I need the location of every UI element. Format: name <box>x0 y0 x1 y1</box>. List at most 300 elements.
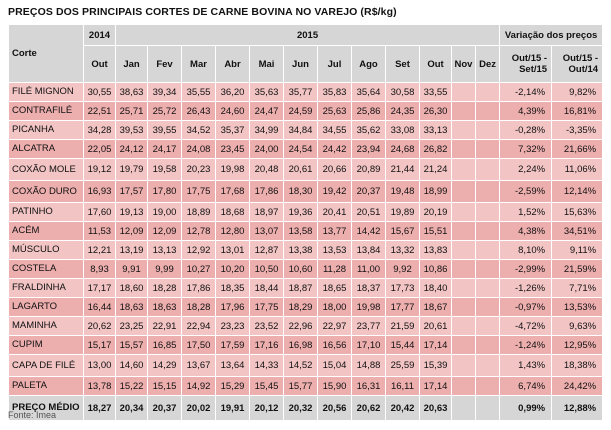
price-cell: 22,96 <box>284 317 318 336</box>
price-cell: 18,35 <box>216 279 250 298</box>
price-cell: 23,77 <box>352 317 386 336</box>
price-cell: 17,77 <box>386 298 420 317</box>
price-cell: 13,77 <box>318 222 352 241</box>
price-cell: 19,00 <box>148 203 182 222</box>
variation-cell: 4,39% <box>500 102 552 121</box>
average-price-cell <box>476 396 500 421</box>
average-price-cell <box>452 396 476 421</box>
price-cell: 9,99 <box>148 260 182 279</box>
price-cell: 17,75 <box>182 181 216 203</box>
cut-name: COXÃO DURO <box>9 181 84 203</box>
price-cell: 24,17 <box>148 140 182 159</box>
price-cell: 15,04 <box>318 355 352 377</box>
price-cell: 24,54 <box>284 140 318 159</box>
cut-name: MÚSCULO <box>9 241 84 260</box>
price-cell <box>476 377 500 396</box>
price-cell <box>452 336 476 355</box>
price-cell: 33,55 <box>420 83 452 102</box>
variation-cell: 2,24% <box>500 159 552 181</box>
price-cell: 12,09 <box>116 222 148 241</box>
price-cell <box>452 279 476 298</box>
price-cell: 17,80 <box>148 181 182 203</box>
month-header: Mar <box>182 46 216 83</box>
price-cell: 19,42 <box>318 181 352 203</box>
price-cell <box>476 298 500 317</box>
price-cell: 18,28 <box>182 298 216 317</box>
month-header: Jan <box>116 46 148 83</box>
month-header: Out <box>420 46 452 83</box>
average-price-label: PREÇO MÉDIO <box>9 396 84 421</box>
average-price-cell: 20,63 <box>420 396 452 421</box>
price-cell: 18,97 <box>250 203 284 222</box>
price-cell: 24,35 <box>386 102 420 121</box>
price-cell <box>476 181 500 203</box>
cut-name: CONTRAFILÉ <box>9 102 84 121</box>
price-cell: 25,72 <box>148 102 182 121</box>
price-cell: 36,20 <box>216 83 250 102</box>
price-cell: 24,47 <box>250 102 284 121</box>
cut-name: MAMINHA <box>9 317 84 336</box>
price-cell: 12,80 <box>216 222 250 241</box>
price-cell: 15,67 <box>386 222 420 241</box>
price-cell: 9,92 <box>386 260 420 279</box>
price-cell: 17,68 <box>216 181 250 203</box>
price-cell: 20,61 <box>420 317 452 336</box>
price-cell: 18,29 <box>284 298 318 317</box>
average-variation-cell: 12,88% <box>552 396 603 421</box>
price-cell: 19,13 <box>116 203 148 222</box>
table-row <box>9 355 603 377</box>
month-header: Mai <box>250 46 284 83</box>
price-cell: 13,13 <box>148 241 182 260</box>
variation-cell: 11,06% <box>552 159 603 181</box>
price-cell: 25,86 <box>352 102 386 121</box>
variation-cell: 1,43% <box>500 355 552 377</box>
price-cell: 17,86 <box>250 181 284 203</box>
price-cell: 13,00 <box>84 355 116 377</box>
price-cell: 18,65 <box>318 279 352 298</box>
price-cell: 35,63 <box>250 83 284 102</box>
cut-name: ACÉM <box>9 222 84 241</box>
price-cell: 21,24 <box>420 159 452 181</box>
table-row <box>9 203 603 222</box>
price-cell: 16,85 <box>148 336 182 355</box>
variation-cell: 12,95% <box>552 336 603 355</box>
price-cell: 20,66 <box>318 159 352 181</box>
price-cell: 15,22 <box>116 377 148 396</box>
price-cell: 39,53 <box>116 121 148 140</box>
price-cell: 25,71 <box>116 102 148 121</box>
price-cell <box>476 260 500 279</box>
price-cell: 19,89 <box>386 203 420 222</box>
cut-name: FILÉ MIGNON <box>9 83 84 102</box>
price-cell: 30,58 <box>386 83 420 102</box>
price-cell: 14,88 <box>352 355 386 377</box>
price-cell <box>476 140 500 159</box>
table-row <box>9 336 603 355</box>
price-cell <box>452 102 476 121</box>
price-cell: 33,13 <box>420 121 452 140</box>
price-cell: 16,98 <box>284 336 318 355</box>
cut-name: ALCATRA <box>9 140 84 159</box>
price-cell: 17,96 <box>216 298 250 317</box>
price-cell: 18,68 <box>216 203 250 222</box>
price-cell: 16,44 <box>84 298 116 317</box>
price-cell: 35,64 <box>352 83 386 102</box>
price-cell <box>476 121 500 140</box>
price-cell: 17,59 <box>216 336 250 355</box>
table-row <box>9 260 603 279</box>
price-cell: 15,29 <box>216 377 250 396</box>
price-cell: 18,99 <box>420 181 452 203</box>
variation-col-header: Out/15 - Set/15 <box>500 46 552 83</box>
average-price-cell: 20,42 <box>386 396 420 421</box>
price-cell: 14,42 <box>352 222 386 241</box>
variation-cell: 13,53% <box>552 298 603 317</box>
table-row <box>9 241 603 260</box>
month-header: Set <box>386 46 420 83</box>
cut-name: PATINHO <box>9 203 84 222</box>
table-row <box>9 222 603 241</box>
price-cell: 35,83 <box>318 83 352 102</box>
variation-header: Variação dos preços <box>500 25 603 46</box>
price-cell: 13,38 <box>284 241 318 260</box>
price-cell: 35,37 <box>216 121 250 140</box>
price-cell: 20,89 <box>352 159 386 181</box>
price-cell: 24,08 <box>182 140 216 159</box>
price-cell: 20,23 <box>182 159 216 181</box>
price-cell: 10,27 <box>182 260 216 279</box>
year-2015-header: 2015 <box>116 25 500 46</box>
price-cell: 13,32 <box>386 241 420 260</box>
price-cell: 13,19 <box>116 241 148 260</box>
price-cell <box>452 260 476 279</box>
price-cell <box>476 83 500 102</box>
price-cell: 11,00 <box>352 260 386 279</box>
price-cell <box>452 181 476 203</box>
price-cell: 22,94 <box>182 317 216 336</box>
price-cell: 16,31 <box>352 377 386 396</box>
price-cell: 20,51 <box>352 203 386 222</box>
price-cell: 8,93 <box>84 260 116 279</box>
price-cell: 10,20 <box>216 260 250 279</box>
price-cell <box>476 102 500 121</box>
price-cell <box>452 159 476 181</box>
average-price-cell: 20,62 <box>352 396 386 421</box>
price-cell: 25,59 <box>386 355 420 377</box>
price-cell: 26,30 <box>420 102 452 121</box>
price-cell <box>476 355 500 377</box>
price-cell: 39,55 <box>148 121 182 140</box>
variation-col-header: Out/15 - Out/14 <box>552 46 603 83</box>
price-cell: 14,52 <box>284 355 318 377</box>
table-row <box>9 121 603 140</box>
month-header: Jun <box>284 46 318 83</box>
price-cell <box>476 203 500 222</box>
price-cell: 17,73 <box>386 279 420 298</box>
price-cell: 18,40 <box>420 279 452 298</box>
cut-name: PICANHA <box>9 121 84 140</box>
variation-cell: 4,38% <box>500 222 552 241</box>
price-cell <box>452 317 476 336</box>
price-cell: 13,64 <box>216 355 250 377</box>
cut-name: CAPA DE FILÉ <box>9 355 84 377</box>
month-header: Abr <box>216 46 250 83</box>
average-price-cell: 20,32 <box>284 396 318 421</box>
month-header: Jul <box>318 46 352 83</box>
table-row <box>9 83 603 102</box>
price-cell: 16,93 <box>84 181 116 203</box>
price-cell: 16,56 <box>318 336 352 355</box>
price-cell: 23,45 <box>216 140 250 159</box>
price-cell: 34,84 <box>284 121 318 140</box>
variation-cell: -4,72% <box>500 317 552 336</box>
price-cell: 33,08 <box>386 121 420 140</box>
year-2014-header: 2014 <box>84 25 116 46</box>
price-cell: 13,83 <box>420 241 452 260</box>
price-cell: 35,55 <box>182 83 216 102</box>
price-cell: 22,51 <box>84 102 116 121</box>
price-cell: 15,15 <box>148 377 182 396</box>
price-cell: 23,23 <box>216 317 250 336</box>
price-cell: 20,37 <box>352 181 386 203</box>
price-cell: 23,25 <box>116 317 148 336</box>
price-cell: 34,99 <box>250 121 284 140</box>
variation-cell: 9,63% <box>552 317 603 336</box>
cut-name: PALETA <box>9 377 84 396</box>
month-header: Out <box>84 46 116 83</box>
price-cell: 19,79 <box>116 159 148 181</box>
beef-prices-table <box>8 24 603 421</box>
price-cell: 18,44 <box>250 279 284 298</box>
price-cell: 34,28 <box>84 121 116 140</box>
price-cell: 17,57 <box>116 181 148 203</box>
table-row <box>9 181 603 203</box>
price-cell: 35,62 <box>352 121 386 140</box>
price-cell: 15,17 <box>84 336 116 355</box>
price-cell: 30,55 <box>84 83 116 102</box>
price-cell <box>476 241 500 260</box>
price-cell: 13,53 <box>318 241 352 260</box>
average-price-cell: 20,02 <box>182 396 216 421</box>
variation-cell: 24,42% <box>552 377 603 396</box>
cut-name: COXÃO MOLE <box>9 159 84 181</box>
variation-cell: 21,59% <box>552 260 603 279</box>
price-cell: 15,57 <box>116 336 148 355</box>
price-cell: 25,63 <box>318 102 352 121</box>
price-cell: 14,33 <box>250 355 284 377</box>
price-cell: 18,30 <box>284 181 318 203</box>
variation-cell: 6,74% <box>500 377 552 396</box>
price-cell: 17,17 <box>84 279 116 298</box>
variation-cell: -2,14% <box>500 83 552 102</box>
price-cell: 10,86 <box>420 260 452 279</box>
price-cell: 38,63 <box>116 83 148 102</box>
price-cell: 17,75 <box>250 298 284 317</box>
variation-cell: 1,52% <box>500 203 552 222</box>
price-cell: 22,91 <box>148 317 182 336</box>
price-cell <box>452 121 476 140</box>
price-cell: 26,43 <box>182 102 216 121</box>
price-cell: 23,94 <box>352 140 386 159</box>
average-price-cell: 20,34 <box>116 396 148 421</box>
price-cell: 12,09 <box>148 222 182 241</box>
average-price-cell: 19,91 <box>216 396 250 421</box>
variation-cell: -1,24% <box>500 336 552 355</box>
price-cell: 15,51 <box>420 222 452 241</box>
price-cell: 20,62 <box>84 317 116 336</box>
price-cell: 13,84 <box>352 241 386 260</box>
price-cell: 23,52 <box>250 317 284 336</box>
variation-cell: -3,35% <box>552 121 603 140</box>
price-cell <box>452 140 476 159</box>
price-cell: 26,82 <box>420 140 452 159</box>
price-cell <box>452 377 476 396</box>
source-note: Fonte: Imea <box>8 410 57 420</box>
price-cell: 18,37 <box>352 279 386 298</box>
price-cell <box>452 203 476 222</box>
price-cell: 14,29 <box>148 355 182 377</box>
price-cell: 10,60 <box>284 260 318 279</box>
table-row <box>9 140 603 159</box>
variation-cell: -2,59% <box>500 181 552 203</box>
price-cell: 22,05 <box>84 140 116 159</box>
price-cell: 13,58 <box>284 222 318 241</box>
variation-cell: 18,38% <box>552 355 603 377</box>
price-cell: 34,52 <box>182 121 216 140</box>
variation-cell: -0,97% <box>500 298 552 317</box>
price-cell: 24,59 <box>284 102 318 121</box>
price-cell: 17,60 <box>84 203 116 222</box>
price-cell <box>452 241 476 260</box>
table-row <box>9 279 603 298</box>
average-price-row <box>9 396 603 421</box>
price-cell: 17,16 <box>250 336 284 355</box>
price-cell: 15,39 <box>420 355 452 377</box>
price-cell: 20,41 <box>318 203 352 222</box>
price-cell <box>452 355 476 377</box>
price-cell: 15,44 <box>386 336 420 355</box>
variation-cell: 8,10% <box>500 241 552 260</box>
price-cell <box>476 159 500 181</box>
price-cell: 18,63 <box>116 298 148 317</box>
average-price-cell: 20,37 <box>148 396 182 421</box>
price-cell: 20,48 <box>250 159 284 181</box>
average-price-cell: 18,27 <box>84 396 116 421</box>
variation-cell: 12,14% <box>552 181 603 203</box>
price-cell: 16,11 <box>386 377 420 396</box>
price-cell: 19,48 <box>386 181 420 203</box>
price-cell: 13,78 <box>84 377 116 396</box>
variation-cell: 16,81% <box>552 102 603 121</box>
price-cell: 12,87 <box>250 241 284 260</box>
variation-cell: 34,51% <box>552 222 603 241</box>
price-cell <box>476 336 500 355</box>
price-cell: 24,00 <box>250 140 284 159</box>
price-cell: 15,45 <box>250 377 284 396</box>
price-cell: 20,61 <box>284 159 318 181</box>
variation-cell: -2,99% <box>500 260 552 279</box>
price-cell: 17,10 <box>352 336 386 355</box>
price-cell <box>476 279 500 298</box>
price-cell: 15,77 <box>284 377 318 396</box>
table-row <box>9 377 603 396</box>
corte-header: Corte <box>9 25 84 83</box>
price-cell: 11,28 <box>318 260 352 279</box>
price-cell: 12,78 <box>182 222 216 241</box>
variation-cell: -1,26% <box>500 279 552 298</box>
price-cell: 24,42 <box>318 140 352 159</box>
price-cell: 18,00 <box>318 298 352 317</box>
cut-name: FRALDINHA <box>9 279 84 298</box>
price-cell: 13,01 <box>216 241 250 260</box>
price-cell: 17,14 <box>420 377 452 396</box>
price-cell <box>452 83 476 102</box>
price-cell: 20,19 <box>420 203 452 222</box>
cut-name: CUPIM <box>9 336 84 355</box>
price-cell: 24,12 <box>116 140 148 159</box>
price-cell: 19,12 <box>84 159 116 181</box>
price-cell: 24,60 <box>216 102 250 121</box>
table-row <box>9 102 603 121</box>
price-cell: 18,89 <box>182 203 216 222</box>
cut-name: COSTELA <box>9 260 84 279</box>
price-cell: 10,50 <box>250 260 284 279</box>
price-cell: 21,44 <box>386 159 420 181</box>
variation-cell: 7,32% <box>500 140 552 159</box>
price-cell: 17,86 <box>182 279 216 298</box>
month-header: Ago <box>352 46 386 83</box>
average-price-cell: 20,12 <box>250 396 284 421</box>
price-cell: 19,98 <box>216 159 250 181</box>
price-cell: 19,98 <box>352 298 386 317</box>
price-cell: 13,07 <box>250 222 284 241</box>
month-header: Nov <box>452 46 476 83</box>
price-cell <box>476 317 500 336</box>
price-cell: 15,90 <box>318 377 352 396</box>
variation-cell: 9,11% <box>552 241 603 260</box>
table-row <box>9 159 603 181</box>
price-cell <box>452 298 476 317</box>
price-cell: 11,53 <box>84 222 116 241</box>
price-cell <box>476 222 500 241</box>
average-price-cell: 20,56 <box>318 396 352 421</box>
cut-name: LAGARTO <box>9 298 84 317</box>
price-cell: 17,14 <box>420 336 452 355</box>
price-cell: 18,87 <box>284 279 318 298</box>
price-cell: 18,67 <box>420 298 452 317</box>
price-cell: 12,21 <box>84 241 116 260</box>
variation-cell: 7,71% <box>552 279 603 298</box>
variation-cell: 9,82% <box>552 83 603 102</box>
month-header: Fev <box>148 46 182 83</box>
price-cell: 17,50 <box>182 336 216 355</box>
variation-cell: -0,28% <box>500 121 552 140</box>
price-cell: 9,91 <box>116 260 148 279</box>
price-cell: 14,60 <box>116 355 148 377</box>
price-cell: 35,77 <box>284 83 318 102</box>
table-title: PREÇOS DOS PRINCIPAIS CORTES DE CARNE BOVINA NO VAREJO (R$/kg) <box>8 6 397 18</box>
price-cell: 14,92 <box>182 377 216 396</box>
price-cell: 19,58 <box>148 159 182 181</box>
price-cell: 19,36 <box>284 203 318 222</box>
price-cell: 18,28 <box>148 279 182 298</box>
price-cell: 39,34 <box>148 83 182 102</box>
price-cell: 21,59 <box>386 317 420 336</box>
price-cell: 12,92 <box>182 241 216 260</box>
table-row <box>9 298 603 317</box>
table-row <box>9 317 603 336</box>
